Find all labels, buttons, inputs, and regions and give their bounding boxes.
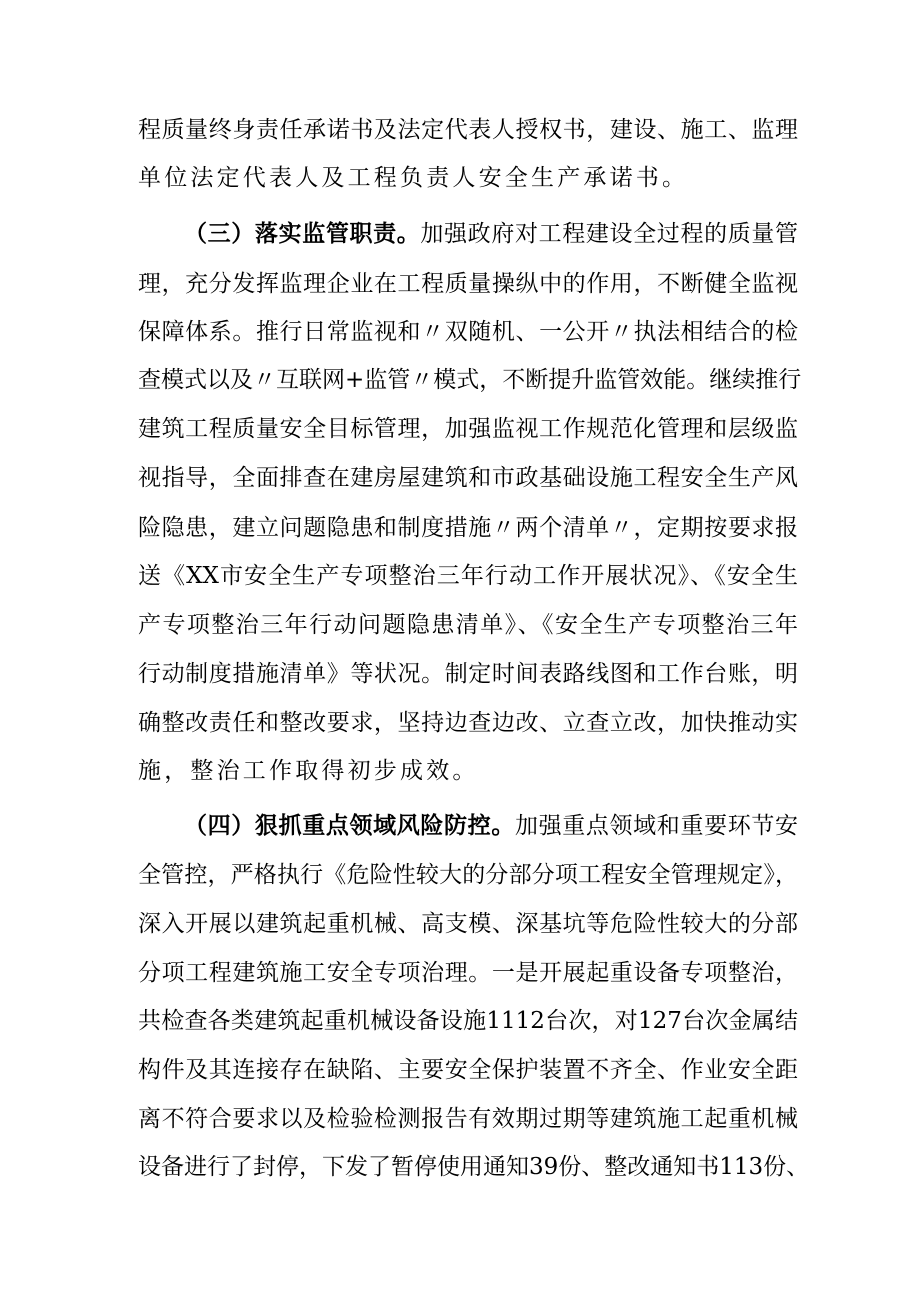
text-segment: 加强重点领域和重要环节安 xyxy=(514,813,799,839)
section-heading: （三）落实监管职责。 xyxy=(184,220,421,247)
text-line: 行动制度措施清单》等状况。制定时间表路线图和工作台账，明 xyxy=(138,661,798,687)
text-line: 确整改责任和整改要求，坚持边查边改、立查立改，加快推动实 xyxy=(138,710,798,736)
text-line: 离不符合要求以及检验检测报告有效期过期等建筑施工起重机械 xyxy=(138,1106,798,1132)
text-line: 设备进行了封停，下发了暂停使用通知39份、整改通知书113份、 xyxy=(138,1154,810,1180)
text-line: 施，整治工作取得初步成效。 xyxy=(138,758,479,784)
paragraph-first-line xyxy=(184,214,798,254)
text-line: 共检查各类建筑起重机械设备设施1112台次，对127台次金属结 xyxy=(138,1008,798,1034)
text-line: 保障体系。推行日常监视和〃双随机、一公开〃执法相结合的检 xyxy=(138,319,798,345)
text-line: 建筑工程质量安全目标管理，加强监视工作规范化管理和层级监 xyxy=(138,416,798,442)
text-line: 送《XX市安全生产专项整治三年行动工作开展状况》、《安全生 xyxy=(138,563,798,589)
text-line: 程质量终身责任承诺书及法定代表人授权书，建设、施工、监理 xyxy=(138,117,798,143)
text-line: 险隐患，建立问题隐患和制度措施〃两个清单〃，定期按要求报 xyxy=(138,515,798,541)
section-heading: （四）狠抓重点领域风险防控。 xyxy=(184,812,515,839)
text-line: 构件及其连接存在缺陷、主要安全保护装置不齐全、作业安全距 xyxy=(138,1057,798,1083)
text-segment: 加强政府对工程建设全过程的质量管 xyxy=(420,221,799,247)
paragraph-first-line xyxy=(184,806,798,846)
text-line: 查模式以及〃互联网+监管〃模式，不断提升监管效能。继续推行 xyxy=(138,367,802,393)
text-line: 单位法定代表人及工程负责人安全生产承诺书。 xyxy=(138,165,689,191)
text-line: 产专项整治三年行动问题隐患清单》、《安全生产专项整治三年 xyxy=(138,612,798,638)
text-line: 分项工程建筑施工安全专项治理。一是开展起重设备专项整治， xyxy=(138,960,798,986)
text-line: 理，充分发挥监理企业在工程质量操纵中的作用，不断健全监视 xyxy=(138,271,798,297)
text-line: 全管控，严格执行《危险性较大的分部分项工程安全管理规定》， xyxy=(138,862,798,888)
text-line: 深入开展以建筑起重机械、高支模、深基坑等危险性较大的分部 xyxy=(138,911,798,937)
text-line: 视指导，全面排查在建房屋建筑和市政基础设施工程安全生产风 xyxy=(138,465,798,491)
